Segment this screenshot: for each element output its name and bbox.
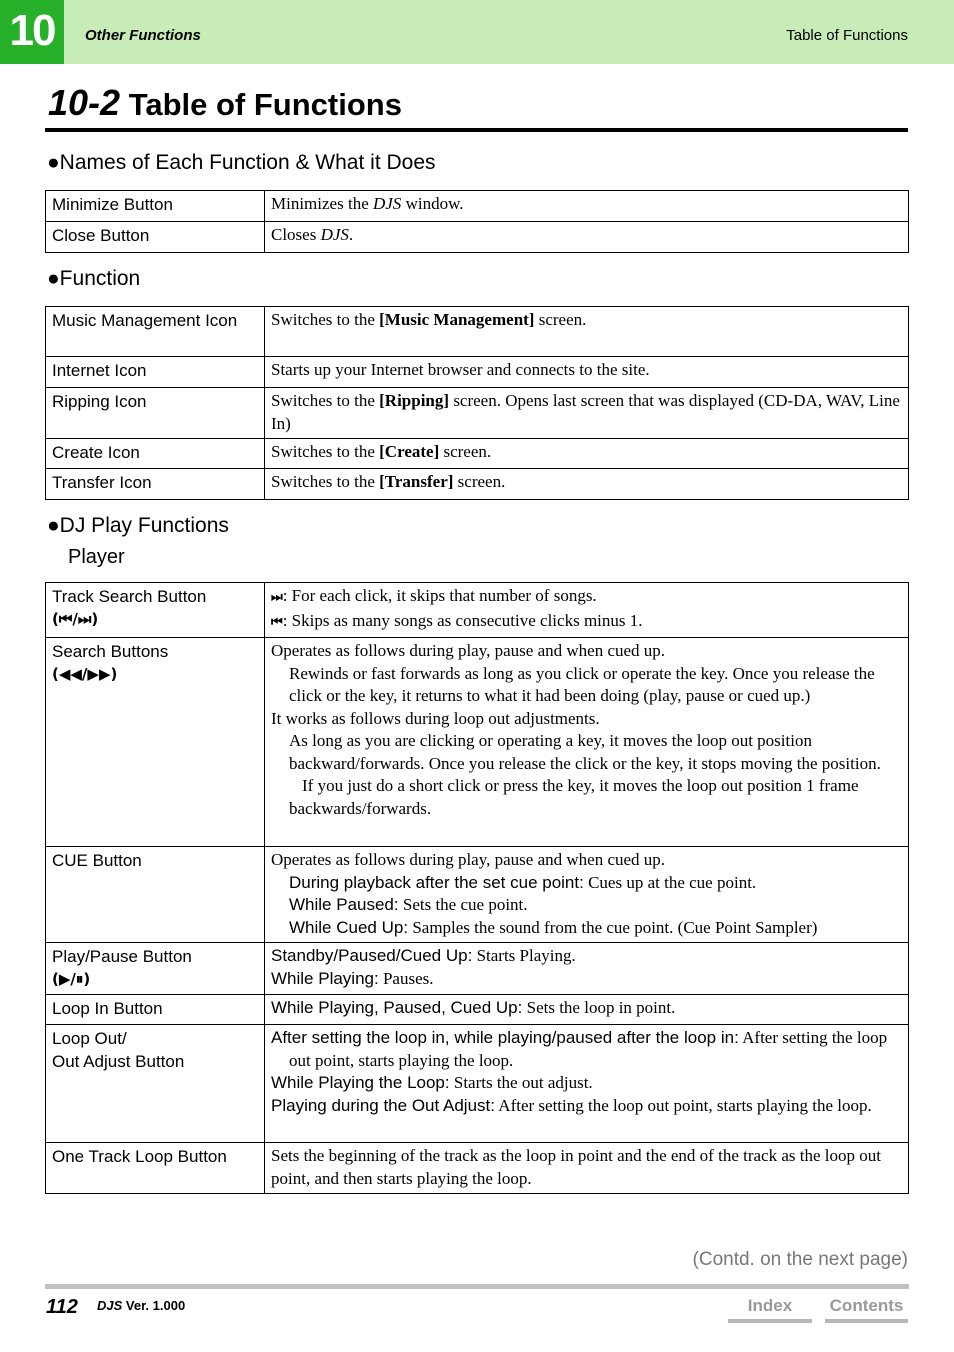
player-table <box>45 582 909 1194</box>
table-row <box>46 847 909 943</box>
function-name: Search Buttons (◀◀/▶▶) <box>46 638 265 847</box>
function-name: CUE Button <box>46 847 265 943</box>
section-heading-dj-play: ●DJ Play Functions <box>47 514 229 537</box>
table-row <box>46 439 909 469</box>
function-description: Switches to the [Music Management] screen. <box>265 307 909 357</box>
function-name: One Track Loop Button <box>46 1143 265 1194</box>
contents-link[interactable]: Contents <box>825 1295 908 1323</box>
page-title <box>48 82 402 124</box>
function-description: While Playing, Paused, Cued Up: Sets the loop in point. <box>265 995 909 1025</box>
function-description: Minimizes the DJS window. <box>265 191 909 222</box>
function-name: Minimize Button <box>46 191 265 222</box>
chapter-name: Other Functions <box>85 27 201 44</box>
function-description: Closes DJS. <box>265 222 909 253</box>
function-name: Transfer Icon <box>46 469 265 500</box>
function-description: ⏭: For each click, it skips that number of songs. ⏮: Skips as many songs as consecutive clicks minus 1. <box>265 583 909 638</box>
title-text: Table of Functions <box>128 87 402 122</box>
table-row <box>46 307 909 357</box>
function-name: Loop Out/ Out Adjust Button <box>46 1025 265 1143</box>
index-link[interactable]: Index <box>728 1295 812 1323</box>
function-name: Play/Pause Button (▶/⏸) <box>46 943 265 995</box>
table-row <box>46 222 909 253</box>
function-name: Close Button <box>46 222 265 253</box>
function-description: Switches to the [Ripping] screen. Opens last screen that was displayed (CD-DA, WAV, Line In) <box>265 388 909 439</box>
function-description: Standby/Paused/Cued Up: Starts Playing. While Playing: Pauses. <box>265 943 909 995</box>
section-heading-function: ●Function <box>47 267 141 290</box>
function-description: Switches to the [Create] screen. <box>265 439 909 469</box>
function-name: Loop In Button <box>46 995 265 1025</box>
table-row <box>46 357 909 388</box>
page-header <box>0 0 954 64</box>
section-heading-names: ●Names of Each Function & What it Does <box>47 151 436 174</box>
skip-forward-icon: ⏭ <box>271 590 283 605</box>
track-search-symbols: (⏮/⏭) <box>52 610 99 628</box>
table-row <box>46 583 909 638</box>
names-table <box>45 190 909 253</box>
table-row <box>46 943 909 995</box>
table-row <box>46 1025 909 1143</box>
function-description: Operates as follows during play, pause and when cued up. Rewinds or fast forwards as long as you click or operate the key. Once you release the click or the key, it returns to what it had been doing (play, pause or cued up.) It works as follows during loop out adjustments. As long as you are clicking or operating a key, it moves the loop out position backward/forwards. Once you release the click or the key, it stops moving the position. If you just do a short click or press the key, it moves the loop out position 1 frame backwards/forwards. <box>265 638 909 847</box>
version-label: DJS Ver. 1.000 <box>97 1298 186 1313</box>
footer-rule <box>45 1284 909 1289</box>
table-row <box>46 638 909 847</box>
function-description: Starts up your Internet browser and connects to the site. <box>265 357 909 388</box>
table-row <box>46 191 909 222</box>
chapter-number: 10 <box>0 0 64 64</box>
function-name: Internet Icon <box>46 357 265 388</box>
table-row <box>46 469 909 500</box>
page-number: 112 <box>46 1296 78 1318</box>
function-description: Switches to the [Transfer] screen. <box>265 469 909 500</box>
function-name: Ripping Icon <box>46 388 265 439</box>
function-name: Create Icon <box>46 439 265 469</box>
skip-back-icon: ⏮ <box>271 614 283 630</box>
function-description: Sets the beginning of the track as the loop in point and the end of the track as the loop out point, and then starts playing the loop. <box>265 1143 909 1194</box>
function-name: Music Management Icon <box>46 307 265 357</box>
table-row <box>46 1143 909 1194</box>
title-rule <box>45 128 908 132</box>
table-row <box>46 995 909 1025</box>
subsection-player: Player <box>68 546 125 568</box>
function-name: Track Search Button (⏮/⏭) <box>46 583 265 638</box>
function-description: After setting the loop in, while playing/paused after the loop in: After setting the loop out point, starts playing the loop. While Playing the Loop: Starts the out adjust. Playing during the Out Adjust: After setting the loop out point, starts playing the loop. <box>265 1025 909 1143</box>
function-table <box>45 306 909 500</box>
search-symbols: (◀◀/▶▶) <box>52 665 118 683</box>
section-name: Table of Functions <box>786 27 908 44</box>
title-number: 10-2 <box>48 82 121 123</box>
function-description: Operates as follows during play, pause and when cued up. During playback after the set cue point: Cues up at the cue point. While Paused: Sets the cue point. While Cued Up: Samples the sound from the cue point. (Cue Point Sampler) <box>265 847 909 943</box>
continued-note: (Contd. on the next page) <box>692 1249 908 1270</box>
table-row <box>46 388 909 439</box>
play-pause-symbols: (▶/⏸) <box>52 970 91 988</box>
